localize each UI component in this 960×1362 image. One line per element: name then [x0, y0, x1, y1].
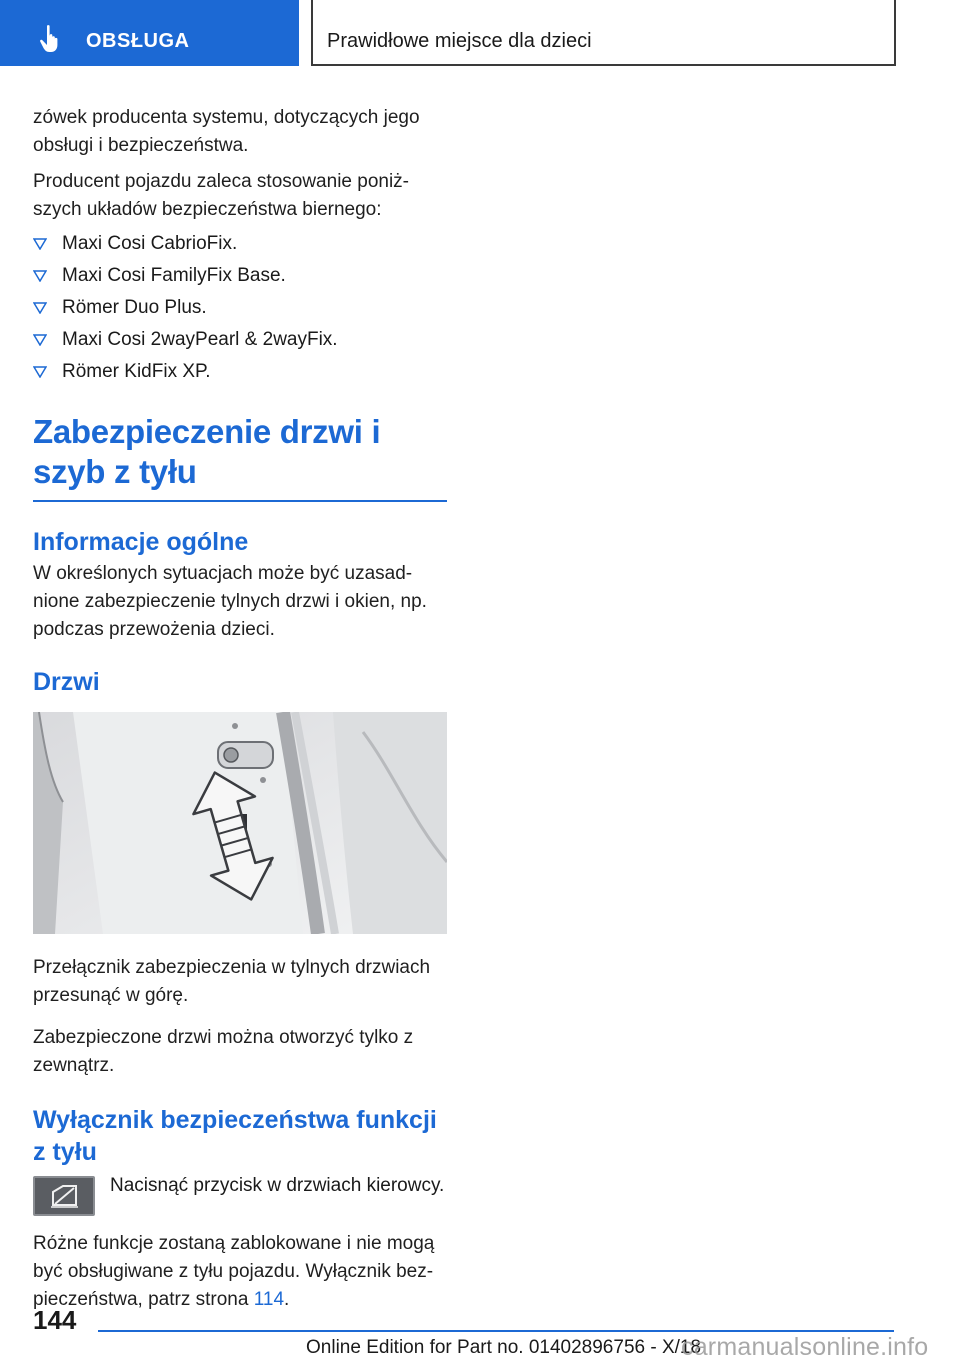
- list-item-text: Maxi Cosi CabrioFix.: [62, 233, 238, 254]
- section-label: OBSŁUGA: [86, 30, 190, 52]
- door-note: Zabezpieczone drzwi można otworzyć tylko z zewnątrz.: [33, 1027, 414, 1076]
- triangle-bullet-icon: [33, 334, 47, 346]
- list-item-text: Maxi Cosi FamilyFix Base.: [62, 265, 286, 286]
- content-column: [33, 104, 447, 1314]
- final-paragraph: [33, 1230, 447, 1314]
- page-reference-link[interactable]: 114: [253, 1289, 285, 1310]
- triangle-bullet-icon: [33, 366, 47, 378]
- window-lock-icon: [35, 1178, 93, 1214]
- site-watermark: carmanualsonline.info: [681, 1333, 929, 1361]
- switch-instruction: [33, 1172, 447, 1218]
- intro-paragraph-1: zówek producenta systemu, dotyczących jego obsługi i bezpieczeństwa.: [33, 107, 420, 156]
- hand-pointer-icon: [36, 24, 66, 54]
- section-tab[interactable]: [0, 0, 299, 66]
- triangle-bullet-icon: [33, 270, 47, 282]
- triangle-bullet-icon: [33, 238, 47, 250]
- list-item-text: Maxi Cosi 2wayPearl & 2wayFix.: [62, 329, 338, 350]
- page-number: 144: [33, 1305, 77, 1335]
- info-heading: Informacje ogólne: [33, 528, 249, 556]
- intro-paragraph-2: Producent pojazdu zaleca stosowanie poniż- szych układów bezpieczeństwa biernego:: [33, 171, 410, 220]
- list-item: [33, 230, 447, 258]
- final-end: .: [284, 1289, 290, 1310]
- section-title-rule: [33, 500, 447, 502]
- info-text: W określonych sytuacjach może być uzasad- nione zabezpieczenie tylnych drzwi i okien, np. podczas przewożenia dzieci.: [33, 563, 427, 640]
- list-item: [33, 262, 447, 290]
- chapter-title: Prawidłowe miejsce dla dzieci: [327, 30, 592, 52]
- switch-instruction-text: Nacisnąć przycisk w drzwiach kierowcy.: [110, 1175, 445, 1196]
- window-lock-button-image: [33, 1176, 95, 1216]
- list-item: [33, 294, 447, 322]
- footer-rule: [98, 1330, 894, 1332]
- door-lock-illustration: [33, 712, 447, 934]
- door-caption: Przełącznik zabezpieczenia w tylnych drzwiach przesunąć w górę.: [33, 957, 431, 1006]
- door-lock-drawing: [33, 712, 447, 934]
- section-title: Zabezpieczenie drzwi i szyb z tyłu: [33, 413, 381, 490]
- triangle-bullet-icon: [33, 302, 47, 314]
- list-item-text: Römer Duo Plus.: [62, 297, 207, 318]
- final-text: Różne funkcje zostaną zablokowane i nie mogą być obsługiwane z tyłu pojazdu. Wyłącznik bez- pieczeństwa, patrz strona: [33, 1233, 435, 1310]
- recommended-systems-list: [33, 230, 447, 386]
- edition-text: Online Edition for Part no. 01402896756 - X/18: [306, 1337, 702, 1358]
- list-item: [33, 326, 447, 354]
- list-item: [33, 358, 447, 386]
- switch-heading: Wyłącznik bezpieczeństwa funkcji z tyłu: [33, 1106, 437, 1166]
- list-item-text: Römer KidFix XP.: [62, 361, 211, 382]
- door-heading: Drzwi: [33, 668, 100, 696]
